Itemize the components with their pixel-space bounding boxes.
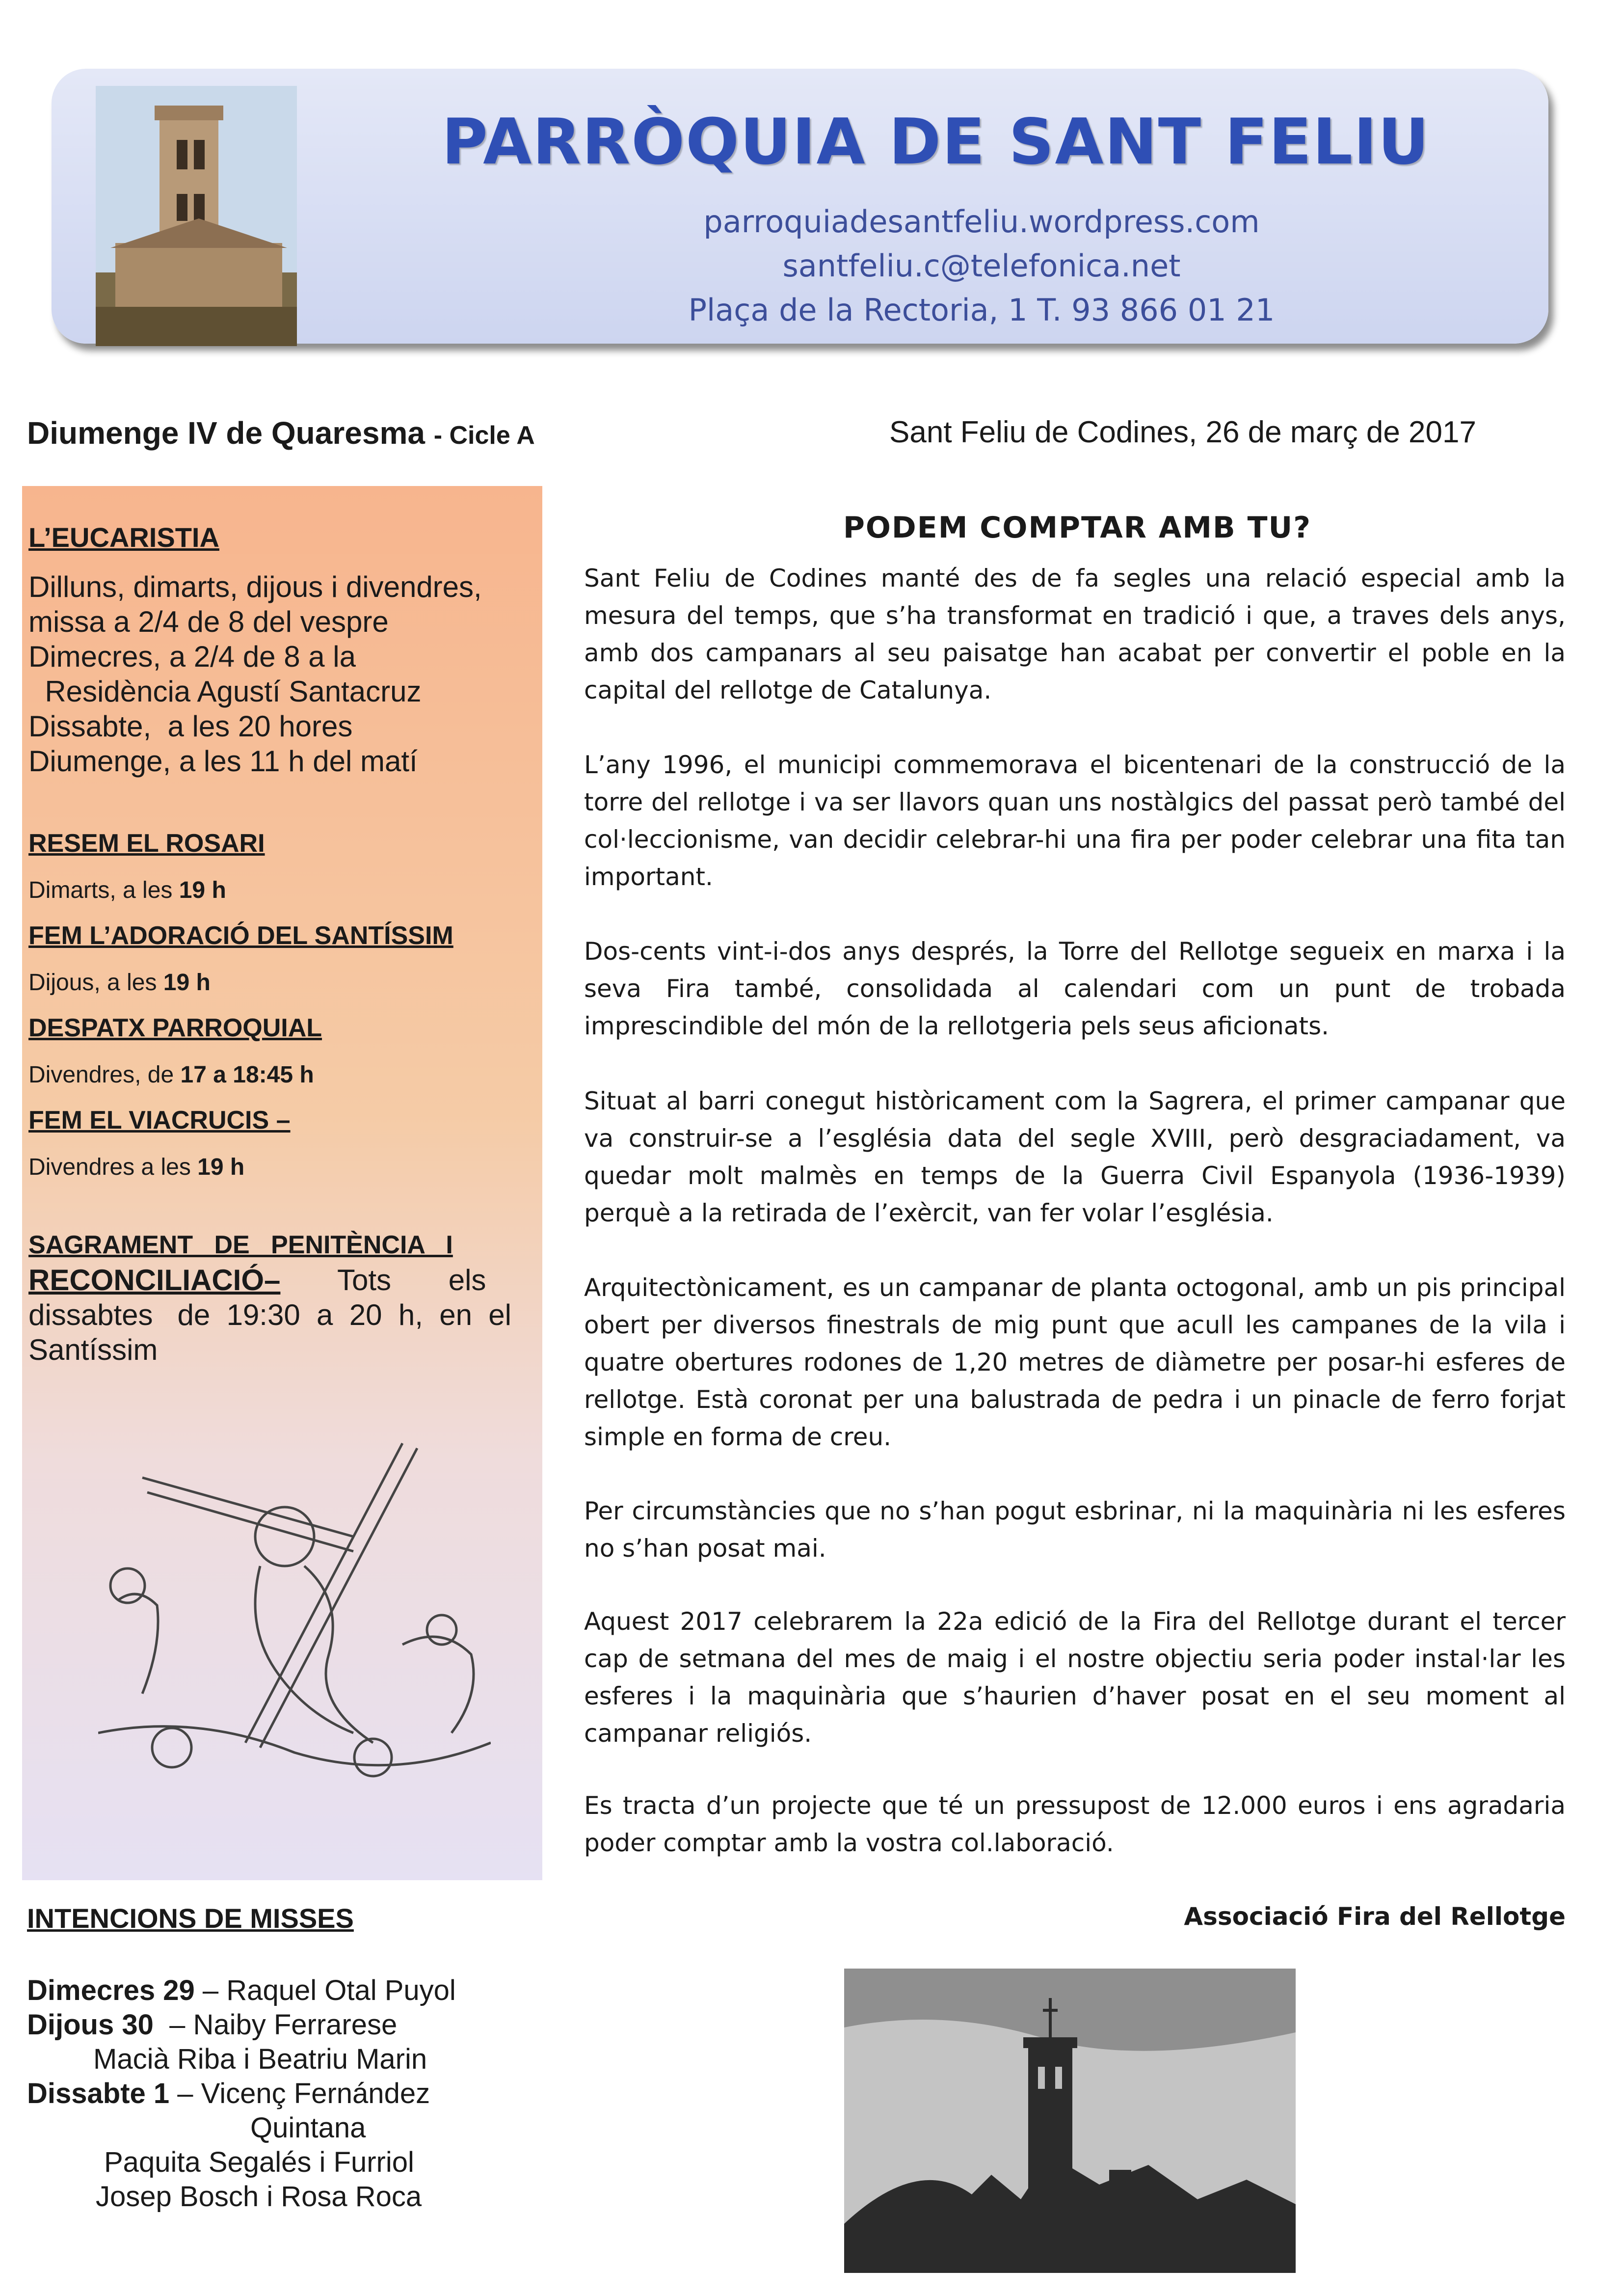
penitencia-line: RECONCILIACIÓ– Tots els xyxy=(28,1264,486,1297)
bell-tower-silhouette-photo xyxy=(844,1969,1296,2273)
rosari-time: Dimarts, a les 19 h xyxy=(28,877,226,903)
penitencia-line: dissabtes de 19:30 a 20 h, en el xyxy=(28,1298,511,1331)
adoracio-time: Dijous, a les 19 h xyxy=(28,970,211,996)
eucaristia-line: missa a 2/4 de 8 del vespre xyxy=(28,605,389,638)
via-crucis-drawing xyxy=(98,1438,491,1782)
liturgy-title xyxy=(27,415,535,451)
intencio-row: Josep Bosch i Rosa Roca xyxy=(96,2181,422,2213)
header-website: parroquiadesantfeliu.wordpress.com xyxy=(703,204,1260,240)
article-paragraph: Es tracta d’un projecte que té un pressupost de 12.000 euros i ens agradaria poder comptar amb la vostra col.laboració. xyxy=(584,1791,1566,1857)
intencio-row: Macià Riba i Beatriu Marin xyxy=(93,2043,427,2075)
article-signature: Associació Fira del Rellotge xyxy=(1184,1902,1566,1931)
intencions-heading: INTENCIONS DE MISSES xyxy=(27,1903,354,1934)
despatx-time: Divendres, de 17 a 18:45 h xyxy=(28,1062,314,1088)
liturgy-day: Diumenge IV de Quaresma xyxy=(27,415,425,451)
eucaristia-line: Dimecres, a 2/4 de 8 a la xyxy=(28,640,356,673)
church-tower-photo xyxy=(96,86,297,346)
intencio-row: Dijous 30 – Naiby Ferrarese xyxy=(27,2009,398,2041)
eucaristia-line: Residència Agustí Santacruz xyxy=(28,675,422,708)
rosari-heading: RESEM EL ROSARI xyxy=(28,829,265,858)
intencio-row: Quintana xyxy=(250,2112,366,2144)
article-paragraph: Arquitectònicament, es un campanar de planta octogonal, amb un pis principal obert per diversos finestrals de mig punt que acull les campanes de la vila i quatre obertures rodones de 1,20 metres de diàmetre per posar-hi esferes de rellotge. Està coronat per una balustrada de pedra i un pinacle de ferro forjat simple en forma de creu. xyxy=(584,1273,1566,1451)
eucaristia-line: Dissabte, a les 20 hores xyxy=(28,710,353,743)
liturgy-cycle: - Cicle A xyxy=(433,421,535,450)
article-paragraph: Per circumstàncies que no s’han pogut esbrinar, ni la maquinària ni les esferes no s’han posat mai. xyxy=(584,1497,1566,1563)
penitencia-heading: SAGRAMENT DE PENITÈNCIA I xyxy=(28,1231,453,1259)
page-title: PARRÒQUIA DE SANT FELIU xyxy=(442,106,1430,179)
article-paragraph: Sant Feliu de Codines manté des de fa segles una relació especial amb la mesura del temps, que s’ha transformat en tradició i que, a traves dels anys, amb dos campanars al seu paisatge han acabat per convertir el poble en la capital del rellotge de Catalunya. xyxy=(584,564,1566,704)
penitencia-line: Santíssim xyxy=(28,1333,158,1366)
intencio-row: Dimecres 29 – Raquel Otal Puyol xyxy=(27,1974,456,2006)
article-paragraph: L’any 1996, el municipi commemorava el bicentenari de la construcció de la torre del rellotge i va ser llavors quan uns nostàlgics del passat però també del col·leccionisme, van decidir celebrar-hi una fira per poder celebrar una fita tan important. xyxy=(584,751,1566,891)
eucaristia-heading: L’EUCARISTIA xyxy=(28,522,219,553)
intencio-row: Dissabte 1 – Vicenç Fernández xyxy=(27,2078,430,2109)
despatx-heading: DESPATX PARROQUIAL xyxy=(28,1014,322,1042)
header-email: santfeliu.c@telefonica.net xyxy=(782,248,1181,284)
header-address: Plaça de la Rectoria, 1 T. 93 866 01 21 xyxy=(688,292,1275,328)
article-paragraph: Aquest 2017 celebrarem la 22a edició de la Fira del Rellotge durant el tercer cap de setmana del mes de maig i el nostre objectiu seria poder instal·lar les esferes i la maquinària que s’haurien d’haver posat en el seu moment al campanar religiós. xyxy=(584,1607,1566,1748)
viacrucis-heading: FEM EL VIACRUCIS – xyxy=(28,1106,291,1134)
eucaristia-line: Diumenge, a les 11 h del matí xyxy=(28,745,418,778)
article-paragraph: Situat al barri conegut històricament com la Sagrera, el primer campanar que va construir-se a l’església data del segle XVIII, però desgraciadament, va quedar molt malmès en temps de la Guerra Civil Espanyola (1936-1939) perquè a la retirada de l’exèrcit, van fer volar l’església. xyxy=(584,1087,1566,1227)
intencio-row: Paquita Segalés i Furriol xyxy=(104,2146,414,2178)
place-date: Sant Feliu de Codines, 26 de març de 2017 xyxy=(889,415,1476,449)
article-paragraph: Dos-cents vint-i-dos anys després, la Torre del Rellotge segueix en marxa i la seva Fira també, consolidada al calendari com un punt de trobada imprescindible del món de la rellotgeria pels seus aficionats. xyxy=(584,937,1566,1040)
eucaristia-line: Dilluns, dimarts, dijous i divendres, xyxy=(28,570,482,603)
adoracio-heading: FEM L’ADORACIÓ DEL SANTÍSSIM xyxy=(28,921,453,950)
viacrucis-time: Divendres a les 19 h xyxy=(28,1154,245,1180)
article-title: PODEM COMPTAR AMB TU? xyxy=(843,511,1312,545)
